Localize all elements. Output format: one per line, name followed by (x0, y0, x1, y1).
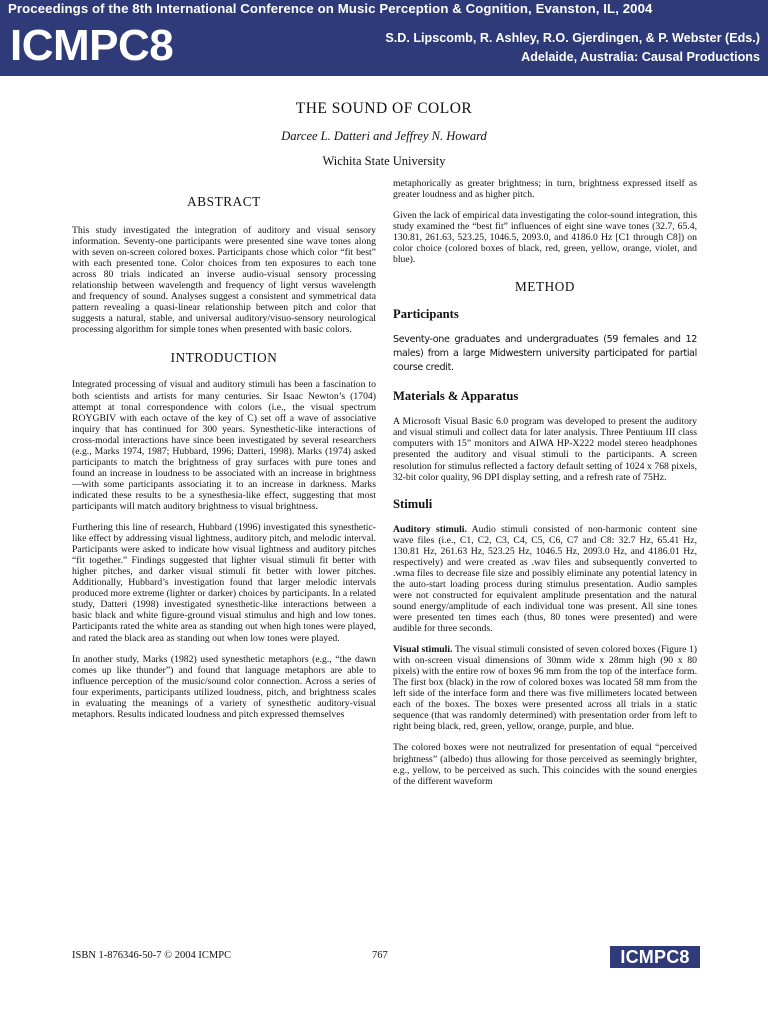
colored-boxes-paragraph: The colored boxes were not neutralized for presentation of equal “perceived brightness” (albedo) thus allowing for those perceived as seemingly brighter, e.g., yellow, to be perceived as such. This coincides with the sound energies of the different waveform (393, 742, 697, 787)
visual-stimuli-paragraph (393, 644, 697, 732)
auditory-stimuli-text: Audio stimuli consisted of non-harmonic content sine wave files (i.e., C1, C2, C3, C4, C5, C6, C7 and C8: 32.7 Hz, 65.41 Hz, 130.81 Hz, 261.63 Hz, 523.25 Hz, 1046.5 Hz, 2093.0 Hz, and 4186.01 Hz, respectively) and were created as .wav files and subsequently converted to .wma files to decrease file size and possibly eliminate any potential latency in the auto-start loading process during stimulus presentation. Audio samples were not constructed for equivalent amplitude presentation and the natural sound energy/amplitude of each individual tone was present. All sine tones were presented ten times each (thus, 80 tones were presented) and were audible for three seconds. (393, 523, 698, 635)
intro-paragraph-3: In another study, Marks (1982) used synesthetic metaphors (e.g., “the dawn comes up like thunder”) and found that language metaphors are able to influence perception of the music/sound color connection. Across a series of four experiments, participants utilized loudness, pitch, and brightness scales in evaluating the meanings of a variety of synesthetic auditory-visual metaphors. Results indicated loudness and pitch expressed themselves (72, 653, 376, 720)
method-heading: METHOD (514, 279, 575, 295)
abstract-text: This study investigated the integration of auditory and visual sensory information. Seventy-one participants were presented sine wave tones along with seven on-screen colored boxes. Participants chose which color “fit best” with each presented tone. Color choices from ten exposures to each tone across 80 trials indicated an inverse audio-visual sensory processing relationship between wavelength and frequency of light versus wavelength and frequency of sound. Analyses suggest a consistent and symmetrical data pattern revealing a quasi-linear relationship between pitch and color that suggests a natural, stable, and universal auditory/visuo-sensory neurological processing algorithm for simple tones when presented with basic colors. (72, 225, 376, 336)
intro-paragraph-1: Integrated processing of visual and auditory stimuli has been a fascination to both scientists and artists for many centuries. Sir Isaac Newton’s (1704) attempt at tonal correspondence with colors (i.e., the visual spectrum ROYGBIV with each octave of the key of C) set off a wave of associative inquiry that has continued for 300 years. Synesthetic-like interactions of cross-modal interactions have since been investigated by several researchers (e.g., Marks 1974, 1987; Hubbard, 1996; Datteri, 1998). Marks (1974) asked participants to match the brightness of gray surfaces with pure tones and found an increase in loudness to be associated with an increase in brightness—with some participants associating it to an increase in darkness. Marks indicated these results to be a synesthesia-like effect, suggesting that most participants will match auditory brightness to visual brightness. (72, 379, 376, 512)
isbn-footer: ISBN 1-876346-50-7 © 2004 ICMPC (72, 950, 232, 961)
auditory-stimuli-lead: Auditory stimuli. (393, 523, 467, 535)
intro-paragraph-2: Furthering this line of research, Hubbard (1996) investigated this synesthetic-like effect by addressing visual lightness, auditory pitch, and melodic interval. Participants were asked to indicate how visual lightness and auditory pitches “fit together.” Findings suggested that lighter visual stimuli fit better with higher pitches, and darker visual stimuli fit better with lower pitches. Additionally, Hubbard’s investigation found that larger melodic intervals produced more extreme (lighter or darker) choices by participants. In a related study, Datteri (1998) investigated synesthetic-like interactions between a basic black and white figure-ground visual stimulus and high and low tones. Participants rated the white area as standing out when high tones were played, and rated the black area as standing out when low tones were played. (72, 522, 376, 644)
conference-banner (0, 0, 768, 76)
visual-stimuli-lead: Visual stimuli. (393, 644, 453, 656)
proceedings-line: Proceedings of the 8th International Conference on Music Perception & Cognition, Evanston, IL, 2004 (8, 1, 653, 16)
paper-affiliation: Wichita State University (322, 154, 446, 168)
right-column (393, 178, 697, 797)
auditory-stimuli-paragraph (393, 524, 697, 634)
page-number: 767 (372, 950, 388, 961)
editors-block (385, 29, 760, 67)
participants-heading: Participants (393, 307, 459, 322)
introduction-heading: INTRODUCTION (170, 350, 278, 366)
participants-text: Seventy-one graduates and undergraduates (59 females and 12 males) from a large Midwestern university participated for partial course credit. (393, 334, 697, 374)
stimuli-heading: Stimuli (393, 496, 433, 511)
abstract-heading: ABSTRACT (187, 194, 261, 209)
paper-title: THE SOUND OF COLOR (295, 100, 473, 117)
footer-logo: ICMPC8 (610, 946, 700, 968)
intro-paragraph-5: Given the lack of empirical data investigating the color-sound integration, this study examined the “best fit” influences of eight sine wave tones (32.7, 65.4, 130.81, 261.63, 523.25, 1046.5, 2093.0, and 4186.0 Hz [C1 through C8]) on color choice (colored boxes of black, red, green, yellow, orange, violet, and blue). (393, 210, 697, 266)
materials-heading: Materials & Apparatus (393, 389, 519, 404)
visual-stimuli-text: The visual stimuli consisted of seven colored boxes (Figure 1) with on-screen visual dimensions of 30mm wide x 28mm high (90 x 80 pixels) with the entire row of boxes 96 mm from the top of the interface form. The first box (black) in the row of colored boxes was located 58 mm from the left side of the interface form and there was five millimeters located between each of the boxes. The boxes were presented across all trials in a static sequence (that was randomly determined) with presentation order from left to right being black, red, green, yellow, orange, purple, and blue. (393, 644, 697, 733)
paper-authors: Darcee L. Datteri and Jeffrey N. Howard (281, 129, 487, 143)
materials-text: A Microsoft Visual Basic 6.0 program was developed to present the auditory and visual stimuli and collect data for later analysis. Three Pentiuum III class computers with 15” monitors and AIWA HP-X222 model stereo headphones presented the auditory and visual stimuli to the participants. A screen resolution for stimulus reflected a factory default setting of 1024 x 768 pixels, 32-bit color quality, 96 DPI display setting, and a refresh rate of 75Hz. (393, 416, 697, 483)
icmpc-logo: ICMPC8 (10, 21, 174, 70)
publisher-line: Adelaide, Australia: Causal Productions (521, 50, 760, 64)
editors-line: S.D. Lipscomb, R. Ashley, R.O. Gjerdingen, & P. Webster (Eds.) (385, 31, 760, 45)
intro-paragraph-4: metaphorically as greater brightness; in turn, brightness expressed itself as greater loudness and as higher pitch. (393, 178, 697, 201)
left-column (72, 178, 376, 730)
